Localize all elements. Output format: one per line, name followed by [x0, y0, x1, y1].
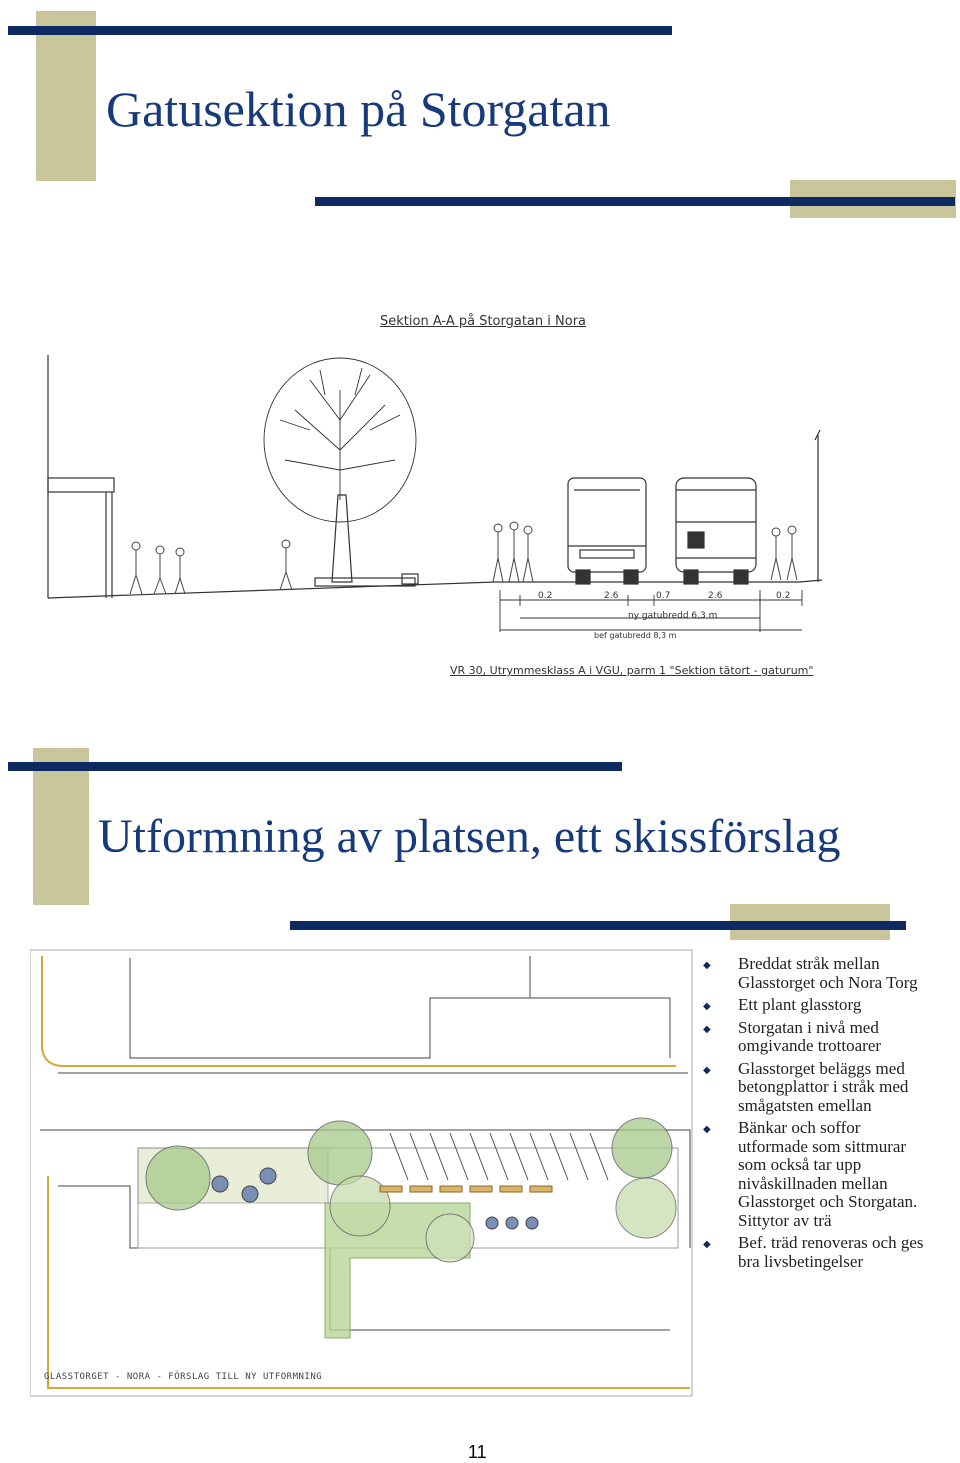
bullet-text: Breddat stråk mellan Glasstorget och Nora Torg	[738, 954, 918, 992]
bullet-text: Ett plant glasstorg	[738, 995, 862, 1014]
bullet-item	[700, 996, 930, 1015]
page-number: 11	[468, 1442, 487, 1462]
bullet-item	[700, 1234, 930, 1271]
bullet-item	[700, 1119, 930, 1230]
slide2-bottom-bar	[290, 921, 906, 930]
bullet-icon: ◆	[703, 1124, 711, 1135]
dimension-5: 0.2	[776, 591, 791, 601]
bullet-icon: ◆	[703, 1239, 711, 1250]
dimension-2: 2.6	[604, 591, 619, 601]
slide1-olive-block	[36, 11, 96, 181]
sketch-title-label: GLASSTORGET - NORA - FÖRSLAG TILL NY UTFORMNING	[44, 1372, 323, 1382]
bullet-item	[700, 955, 930, 992]
dimension-4: 2.6	[708, 591, 723, 601]
dimension-1: 0.2	[538, 591, 553, 601]
bullet-text: Bef. träd renoveras och ges bra livsbetingelser	[738, 1233, 924, 1271]
slide2-olive-block	[33, 748, 89, 905]
bullet-icon: ◆	[703, 1064, 711, 1076]
slide2-title: Utformning av platsen, ett skissförslag	[98, 810, 841, 863]
bullet-item	[700, 1019, 930, 1056]
bullet-text: Bänkar och soffor utformade som sittmurar som också tar upp nivåskillnaden mellan Glasstorget och Storgatan. Sittytor av trä	[738, 1118, 918, 1230]
bullet-icon: ◆	[703, 960, 711, 971]
slide1-title: Gatusektion på Storgatan	[106, 81, 611, 137]
section-caption: Sektion A-A på Storgatan i Nora	[380, 314, 587, 329]
bullet-icon: ◆	[703, 1001, 711, 1012]
bullet-icon: ◆	[703, 1023, 711, 1035]
site-plan-sketch	[30, 948, 694, 1398]
slide1-bottom-bar	[315, 197, 955, 206]
new-street-width-label: ny gatubredd 6,3 m	[628, 611, 718, 621]
slide2-top-bar	[8, 762, 622, 771]
old-street-width-label: bef gatubredd 8,3 m	[594, 631, 677, 640]
bullet-item	[700, 1060, 930, 1116]
bullet-text: Glasstorget beläggs med betongplattor i stråk med smågatsten emellan	[738, 1058, 909, 1115]
reference-note: VR 30, Utrymmesklass A i VGU, parm 1 "Sektion tätort - gaturum"	[450, 664, 814, 677]
dimension-3: 0.7	[656, 591, 671, 601]
bullet-list	[700, 955, 930, 1275]
slide1-top-bar	[8, 26, 672, 35]
street-section-drawing	[40, 300, 920, 700]
bullet-text: Storgatan i nivå med omgivande trottoarer	[738, 1017, 882, 1055]
